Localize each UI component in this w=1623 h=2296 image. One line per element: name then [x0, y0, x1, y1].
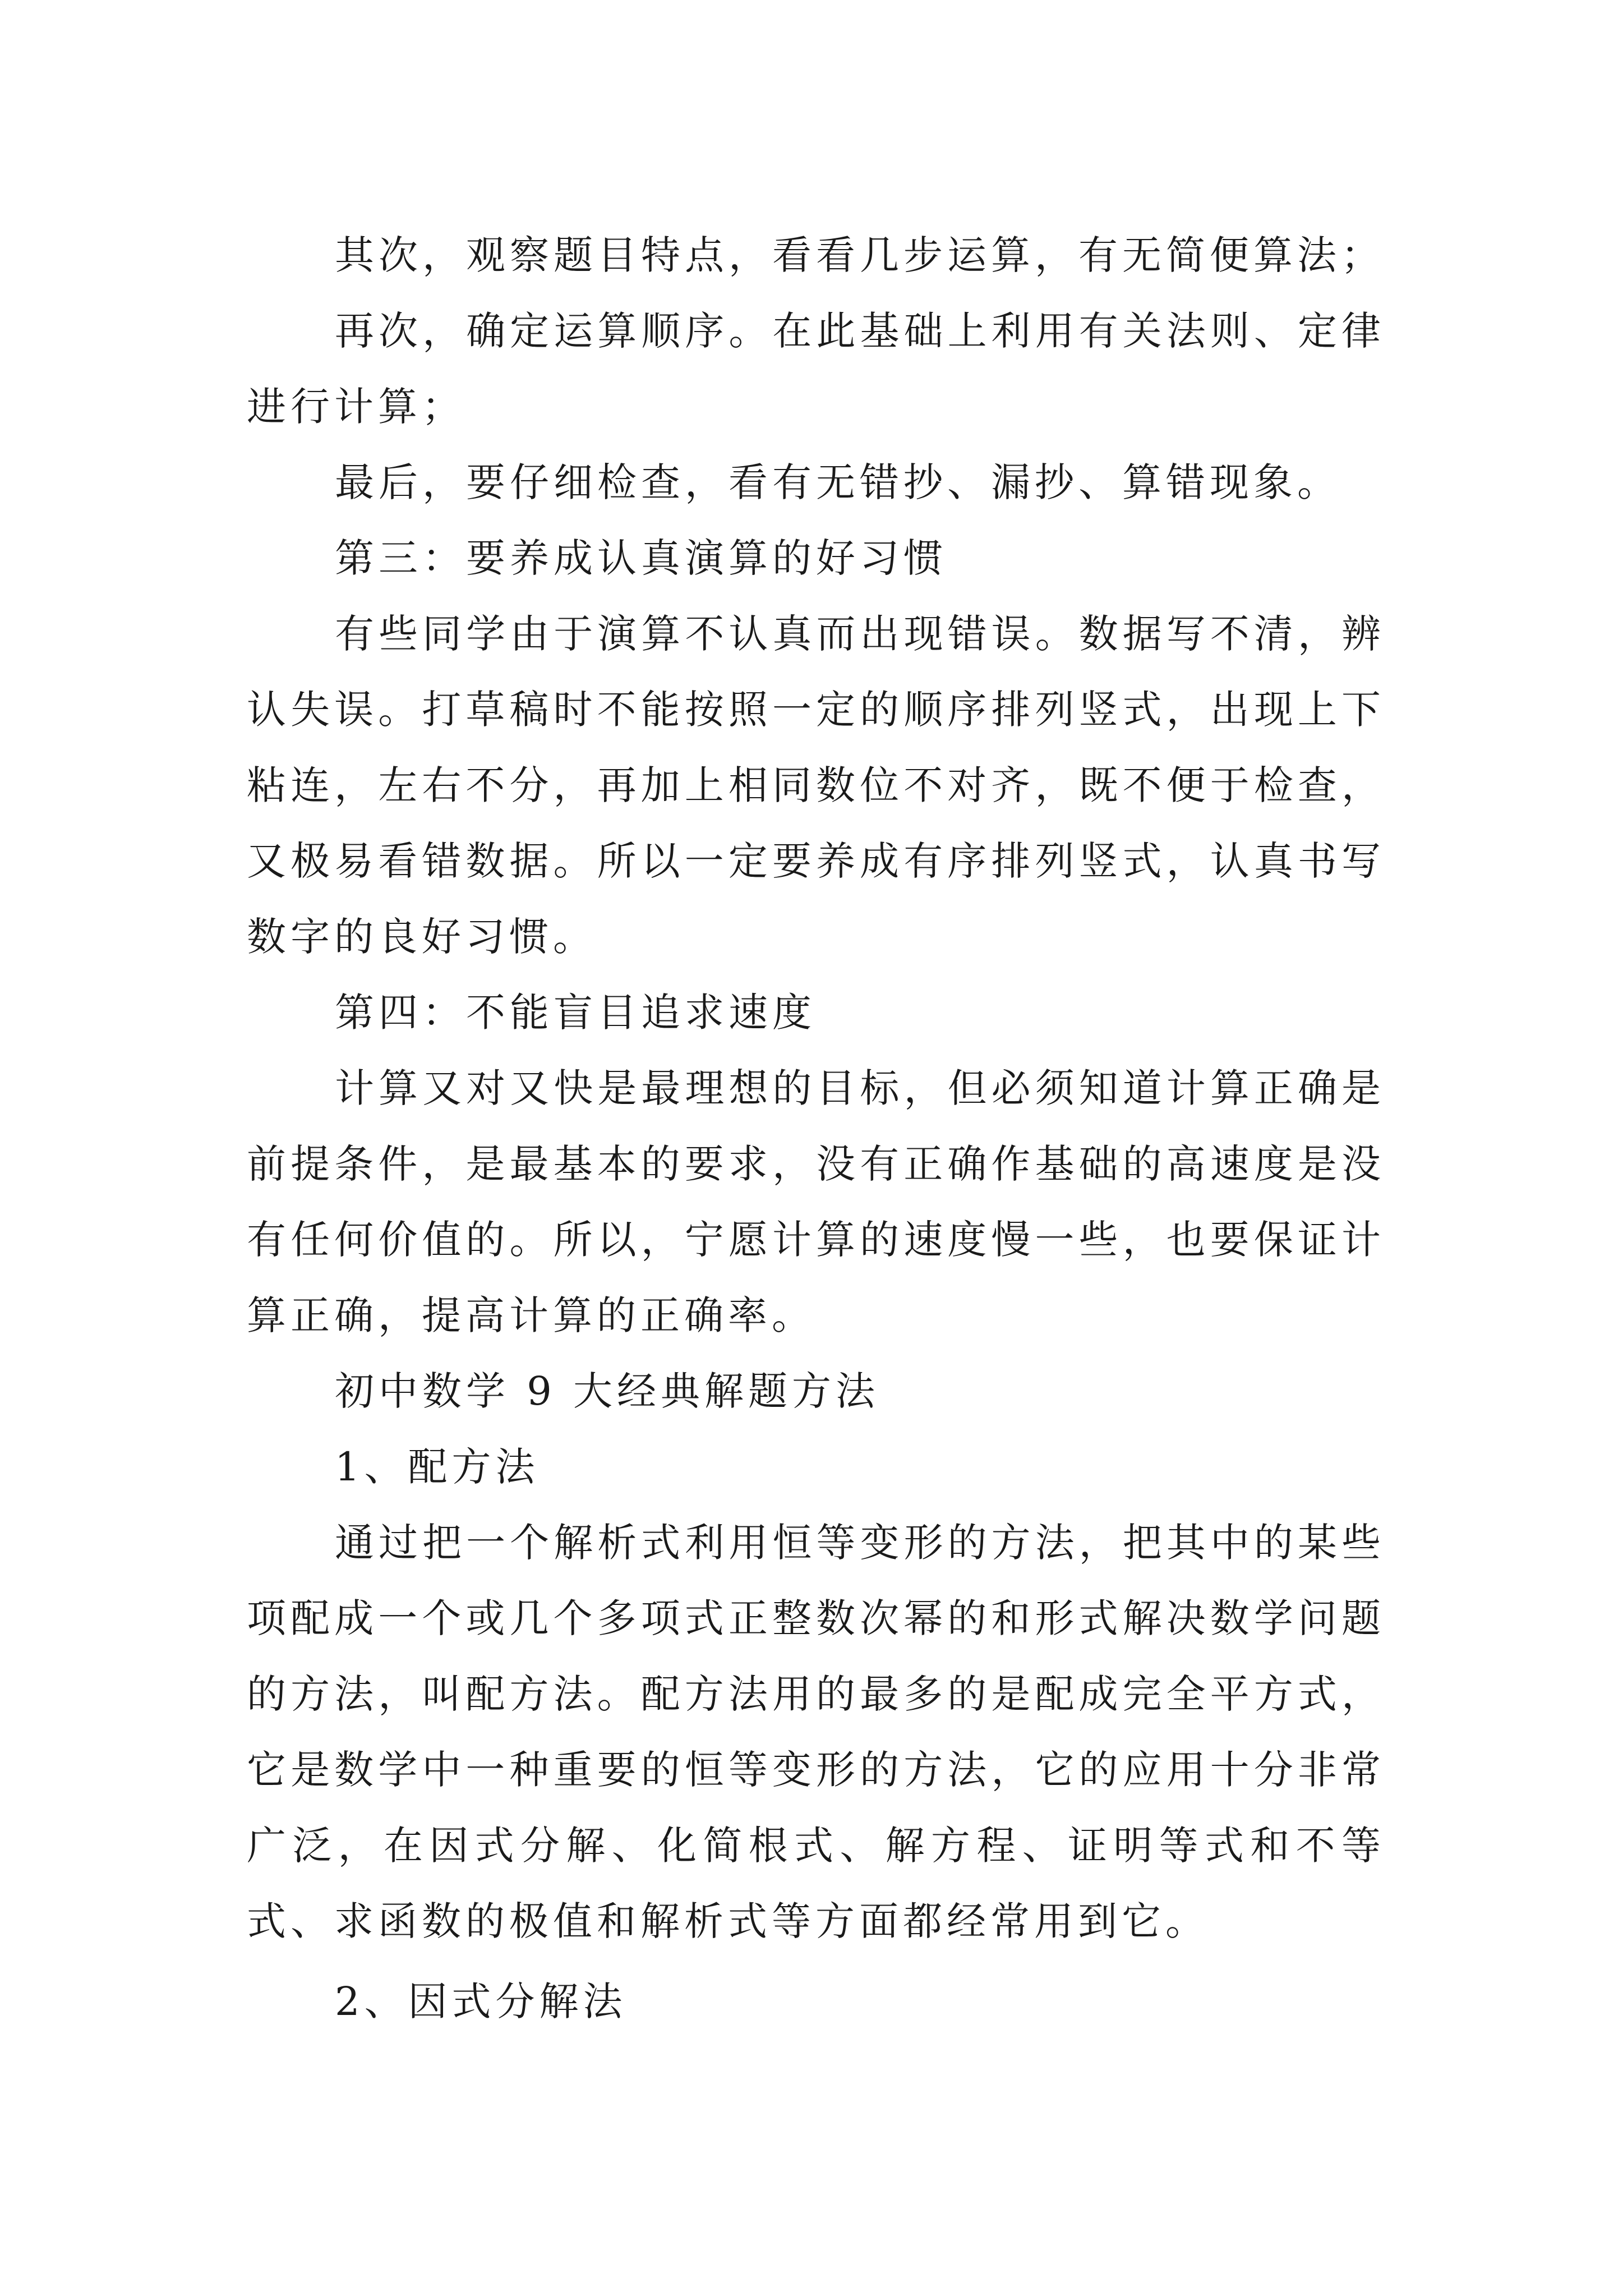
paragraph: 再次，确定运算顺序。在此基础上利用有关法则、定律进行计算； — [247, 308, 1385, 430]
section-heading: 1、配方法 — [335, 1444, 540, 1490]
paragraph: 通过把一个解析式利用恒等变形的方法，把其中的某些项配成一个或几个多项式正整数次幂的和形式解决数学问题的方法，叫配方法。配方法用的最多的是配成完全平方式，它是数学中一种重要的恒等变形的方法，它的应用十分非常广泛，在因式分解、化简根式、解方程、证明等式和不等式、求函数的极值和解析式等方面都经常用到它。 — [247, 1520, 1385, 1944]
section-heading: 第四：不能盲目追求速度 — [335, 990, 816, 1036]
paragraph: 有些同学由于演算不认真而出现错误。数据写不清，辨认失误。打草稿时不能按照一定的顺序排列竖式，出现上下粘连，左右不分，再加上相同数位不对齐，既不便于检查，又极易看错数据。所以一定要养成有序排列竖式，认真书写数字的良好习惯。 — [247, 611, 1385, 960]
section-heading: 初中数学 9 大经典解题方法 — [335, 1368, 880, 1414]
document-body — [247, 218, 1385, 2040]
paragraph: 其次，观察题目特点，看看几步运算，有无简便算法； — [335, 232, 1385, 278]
paragraph: 计算又对又快是最理想的目标，但必须知道计算正确是前提条件，是最基本的要求，没有正确作基础的高速度是没有任何价值的。所以，宁愿计算的速度慢一些，也要保证计算正确，提高计算的正确率。 — [247, 1065, 1385, 1338]
paragraph: 最后，要仔细检查，看有无错抄、漏抄、算错现象。 — [335, 459, 1341, 505]
section-heading: 2、因式分解法 — [335, 1978, 627, 2024]
section-heading: 第三：要养成认真演算的好习惯 — [335, 535, 947, 581]
